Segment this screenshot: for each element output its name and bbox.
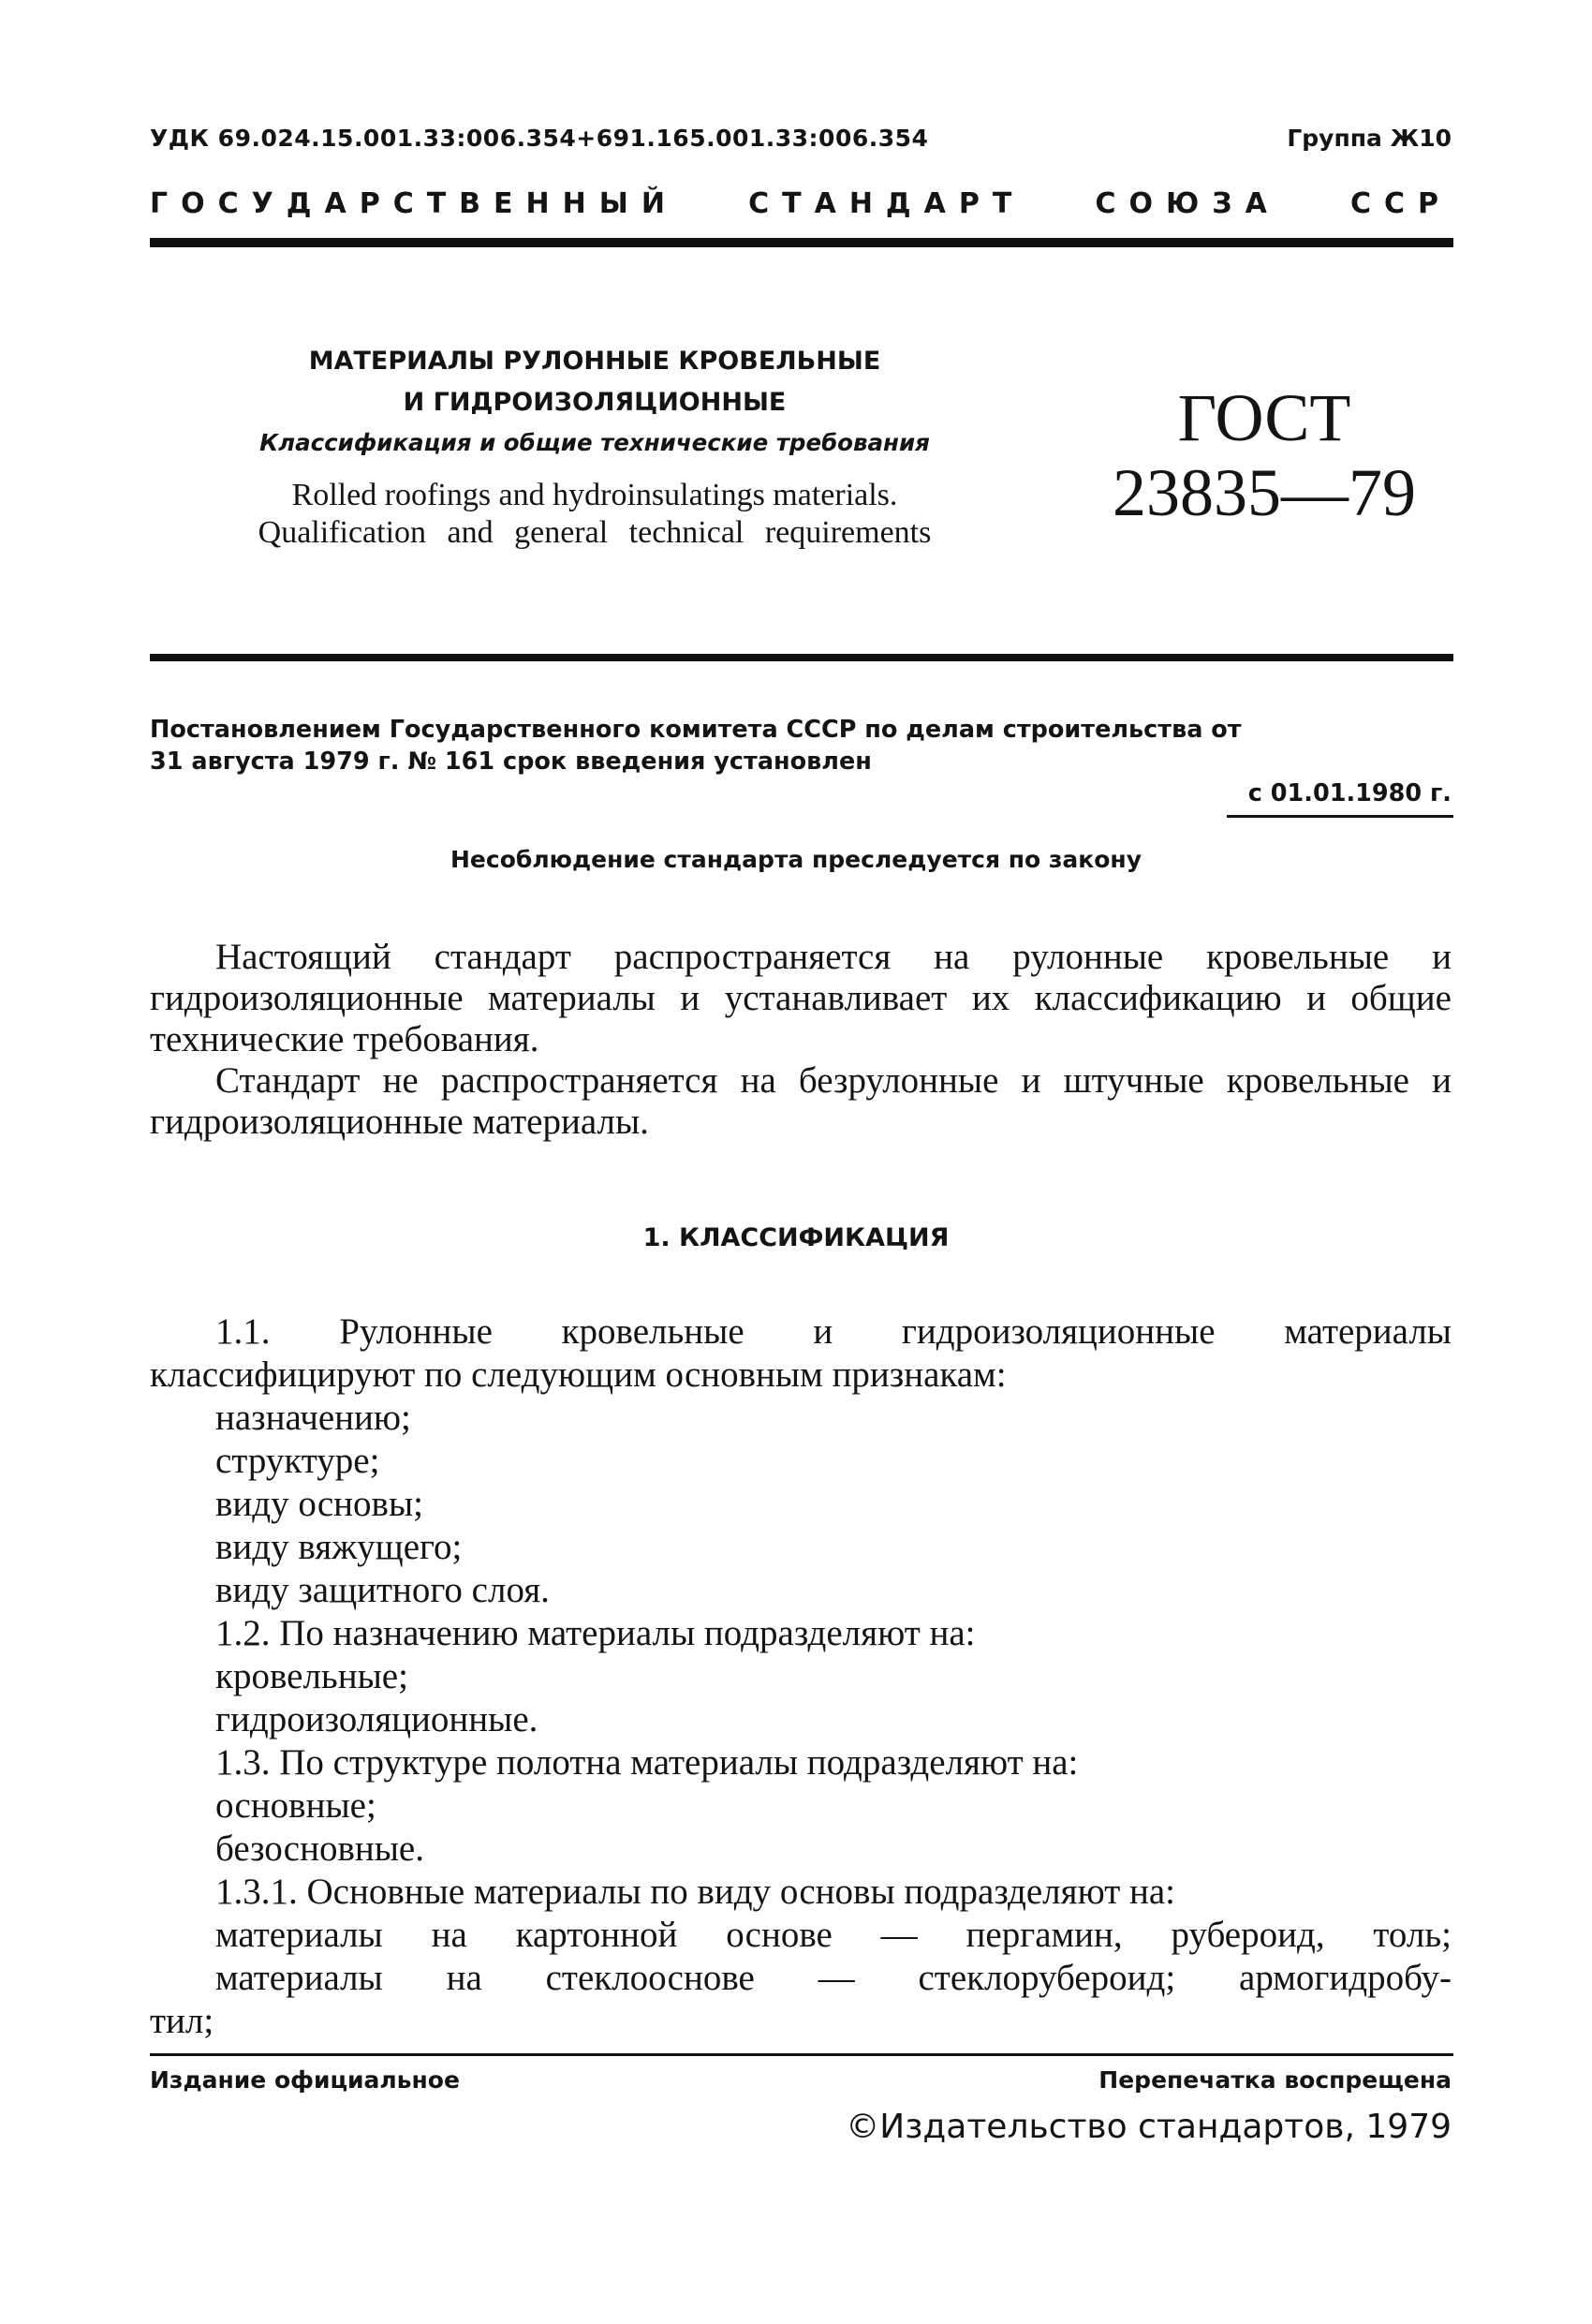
state-standard-word: СТАНДАРТ	[748, 187, 1025, 220]
section-line: гидроизоляционные.	[215, 1699, 538, 1739]
section-line: виду защитного слоя.	[215, 1570, 550, 1610]
section-line: назначению;	[215, 1398, 411, 1438]
group-code: Группа Ж10	[1287, 125, 1452, 152]
title-rule	[150, 654, 1453, 661]
state-standard-word: СОЮЗА	[1095, 187, 1280, 220]
section-line: классифицируют по следующим основным признакам:	[150, 1354, 1007, 1395]
title-line-2: И ГИДРОИЗОЛЯЦИОННЫЕ	[403, 388, 787, 417]
intro-paragraph-2: Стандарт не распространяется на безрулонные и штучные кровельные и гидроизоляционные материалы.	[150, 1060, 1452, 1142]
intro-paragraph-1: Настоящий стандарт распространяется на рулонные кровельные и гидроизоляционные материалы и устанавливает их классификацию и общие технические требования.	[150, 937, 1452, 1059]
section-line: материалы на стеклооснове — стеклорубероид; армогидробу-	[215, 1958, 1452, 1998]
header-thick-rule	[150, 238, 1453, 247]
decree-line-2: 31 августа 1979 г. № 161 срок введения установлен	[150, 748, 872, 776]
footer-rule	[150, 2053, 1453, 2056]
decree-line-1: Постановлением Государственного комитета СССР по делам строительства от	[150, 716, 1242, 744]
section-line: 1.1. Рулонные кровельные и гидроизоляционные материалы	[215, 1311, 1452, 1352]
title-subtitle: Классификация и общие технические требования	[259, 429, 930, 456]
official-edition-label: Издание официальное	[150, 2066, 460, 2094]
state-standard-word: ГОСУДАРСТВЕННЫЙ	[150, 187, 678, 220]
section-line: 1.2. По назначению материалы подразделяют на:	[215, 1613, 976, 1653]
gost-number: 23835—79	[1113, 455, 1416, 530]
gost-label: ГОСТ	[1177, 380, 1351, 455]
section-heading: 1. КЛАССИФИКАЦИЯ	[642, 1223, 950, 1252]
reprint-prohibited-label: Перепечатка воспрещена	[1098, 2066, 1452, 2094]
udk-code: УДК 69.024.15.001.33:006.354+691.165.001.33:006.354	[150, 125, 929, 152]
title-english-2: Qualification and general technical requirements	[258, 515, 932, 550]
effective-date: с 01.01.1980 г.	[1247, 779, 1452, 807]
title-line-1: МАТЕРИАЛЫ РУЛОННЫЕ КРОВЕЛЬНЫЕ	[308, 347, 881, 376]
section-line: виду вяжущего;	[215, 1527, 463, 1567]
section-line: основные;	[215, 1785, 376, 1826]
section-line: тил;	[150, 2001, 214, 2041]
section-line: 1.3. По структуре полотна материалы подразделяют на:	[215, 1742, 1079, 1783]
copyright-notice: ©Издательство стандартов, 1979	[846, 2108, 1452, 2146]
noncompliance-notice: Несоблюдение стандарта преследуется по закону	[450, 846, 1142, 873]
state-standard-heading	[150, 187, 1452, 220]
section-line: кровельные;	[215, 1656, 408, 1696]
section-line: 1.3.1. Основные материалы по виду основы подразделяют на:	[215, 1872, 1176, 1912]
title-english-1: Rolled roofings and hydroinsulatings materials.	[291, 478, 898, 512]
section-line: материалы на картонной основе — пергамин, рубероид, толь;	[215, 1915, 1452, 1955]
state-standard-word: ССР	[1349, 187, 1452, 220]
section-line: безосновные.	[215, 1828, 424, 1869]
section-line: виду основы;	[215, 1484, 423, 1524]
date-underline	[1227, 815, 1453, 818]
section-line: структуре;	[215, 1441, 380, 1481]
